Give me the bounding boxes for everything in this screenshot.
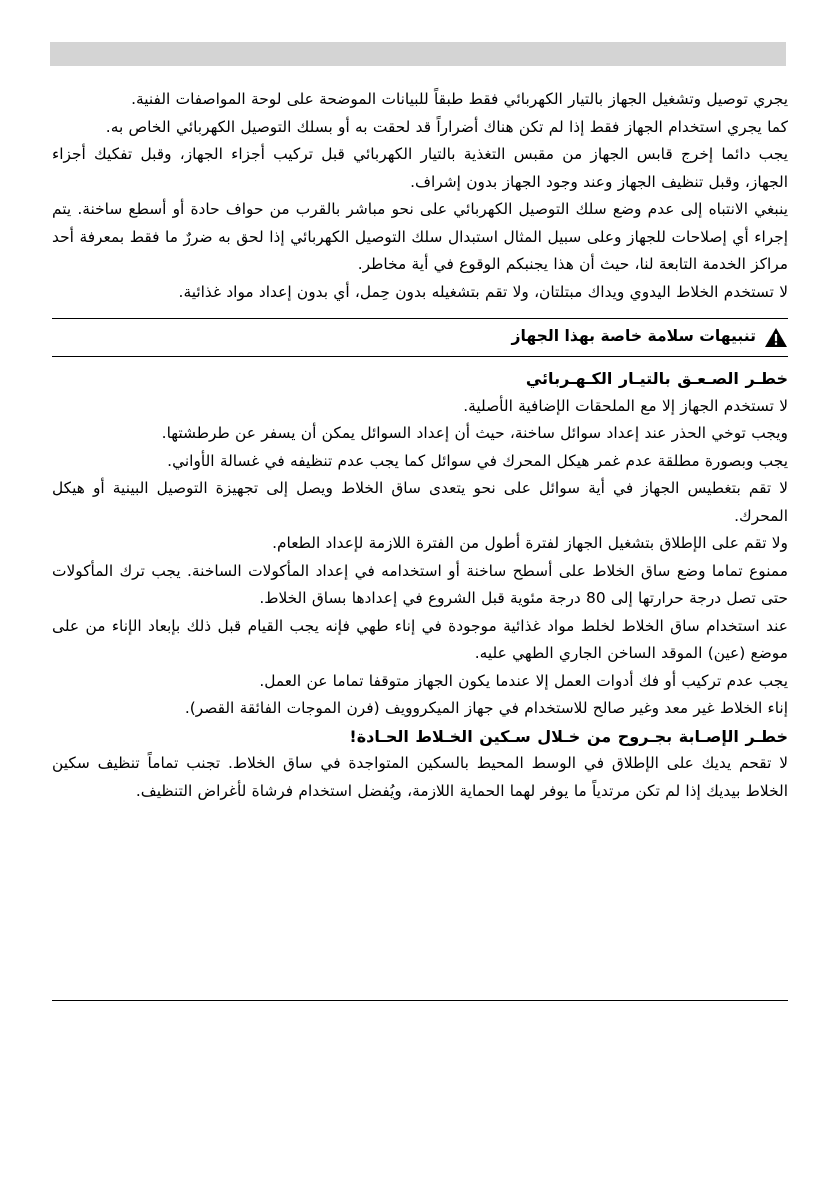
warning-triangle-icon (764, 327, 788, 348)
paragraph-submersion-limit: لا تقم بتغطيس الجهاز في أية سوائل على نحو يتعدى ساق الخلاط ويصل إلى تجهيزة التوصيل البينية أو هيكل المحرك. (52, 479, 788, 525)
section-rule-closing (52, 1000, 788, 1001)
paragraph-tool-change: يجب عدم تركيب أو فك أدوات العمل إلا عندما يكون الجهاز متوقفا تماما عن العمل. (259, 671, 788, 690)
subheading-blade-injury: خطـر الإصـابة بجـروح من خـلال سـكين الخـلاط الحـادة! (349, 726, 788, 746)
paragraph-blade-handling: لا تقحم يديك على الإطلاق في الوسط المحيط بالسكين المتواجدة في ساق الخلاط. تجنب تماماً تنظيف سكين الخلاط بيديك إذا لم تكن مرتدياً ما يوفر لهما الحماية اللازمة، ويُفضل استخدام فرشاة لأغراض التنظيف. (52, 754, 788, 800)
safety-section-heading (52, 319, 788, 353)
safety-section-title: تنبيهات سلامة خاصة بهذا الجهاز (511, 327, 756, 345)
paragraph-hot-liquids-caution: ويجب توخي الحذر عند إعداد سوائل ساخنة، حيث أن إعداد السوائل يمكن أن يسفر عن طرطشتها. (161, 424, 788, 442)
paragraph-unplug: يجب دائما إخرج قابس الجهاز من مقبس التغذية بالتيار الكهربائي قبل تركيب أجزاء الجهاز، وقبل تفكيك أجزاء الجهاز، وقبل تنظيف الجهاز وعند وجود الجهاز بدون إشراف. (52, 145, 788, 191)
paragraph-hot-surfaces: ممنوع تماما وضع ساق الخلاط على أسطح ساخنة أو استخدامه في إعداد المأكولات الساخنة. يجب ترك المأكولات حتى تصل درجة حرارتها إلى 80 درجة مئوية قبل الشروع في إعدادها بساق الخلاط. (52, 561, 788, 607)
paragraph-microwave-unsuitable: إناء الخلاط غير معد وغير صالح للاستخدام في جهاز الميكروويف (فرن الموجات الفائقة القصر). (184, 699, 788, 717)
paragraph-runtime-limit: ولا تقم على الإطلاق بتشغيل الجهاز لفترة أطول من الفترة اللازمة لإعداد الطعام. (272, 534, 788, 552)
paragraph-remove-from-hob: عند استخدام ساق الخلاط لخلط مواد غذائية موجودة في إناء طهي فإنه يجب القيام قبل ذلك بإبعاد الإناء من على موضع (عين) الموقد الساخن الجاري الطهي عليه. (52, 616, 788, 662)
paragraph-damage-check: كما يجري استخدام الجهاز فقط إذا لم تكن هناك أضراراً قد لحقت به أو بسلك التوصيل الكهربائي الخاص به. (105, 117, 788, 136)
paragraph-motor-immersion: يجب وبصورة مطلقة عدم غمر هيكل المحرك في سوائل كما يجب عدم تنظيفه في غسالة الأواني. (167, 451, 788, 470)
subheading-electric-shock: خطـر الصـعـق بالتيـار الكـهـربائي (525, 369, 788, 388)
paragraph-cord-repairs: ينبغي الانتباه إلى عدم وضع سلك التوصيل الكهربائي على نحو مباشر بالقرب من حواف حادة أو أسطع ساخنة. يتم إجراء أي إصلاحات للجهاز وعلى سبيل المثال استبدال سلك التوصيل الكهربائي إذا لحق به ضررٌ ما فقط بمعرفة أحد مراكز الخدمة التابعة لنا، حيث أن هذا يجنبكم الوقوع في أية مخاطر. (52, 200, 788, 273)
paragraph-original-accessories: لا تستخدم الجهاز إلا مع الملحقات الإضافية الأصلية. (463, 396, 788, 415)
header-band (50, 42, 786, 66)
spacer (52, 357, 788, 365)
document-content (52, 86, 788, 805)
paragraph-wet-hands: لا تستخدم الخلاط اليدوي ويداك مبتلتان، ولا تقم بتشغيله بدون حِمل، أي بدون إعداد مواد غذائية. (178, 282, 788, 301)
paragraph-power-supply: يجري توصيل وتشغيل الجهاز بالتيار الكهربائي فقط طبقاً للبيانات الموضحة على لوحة المواصفات الفنية. (131, 90, 788, 108)
